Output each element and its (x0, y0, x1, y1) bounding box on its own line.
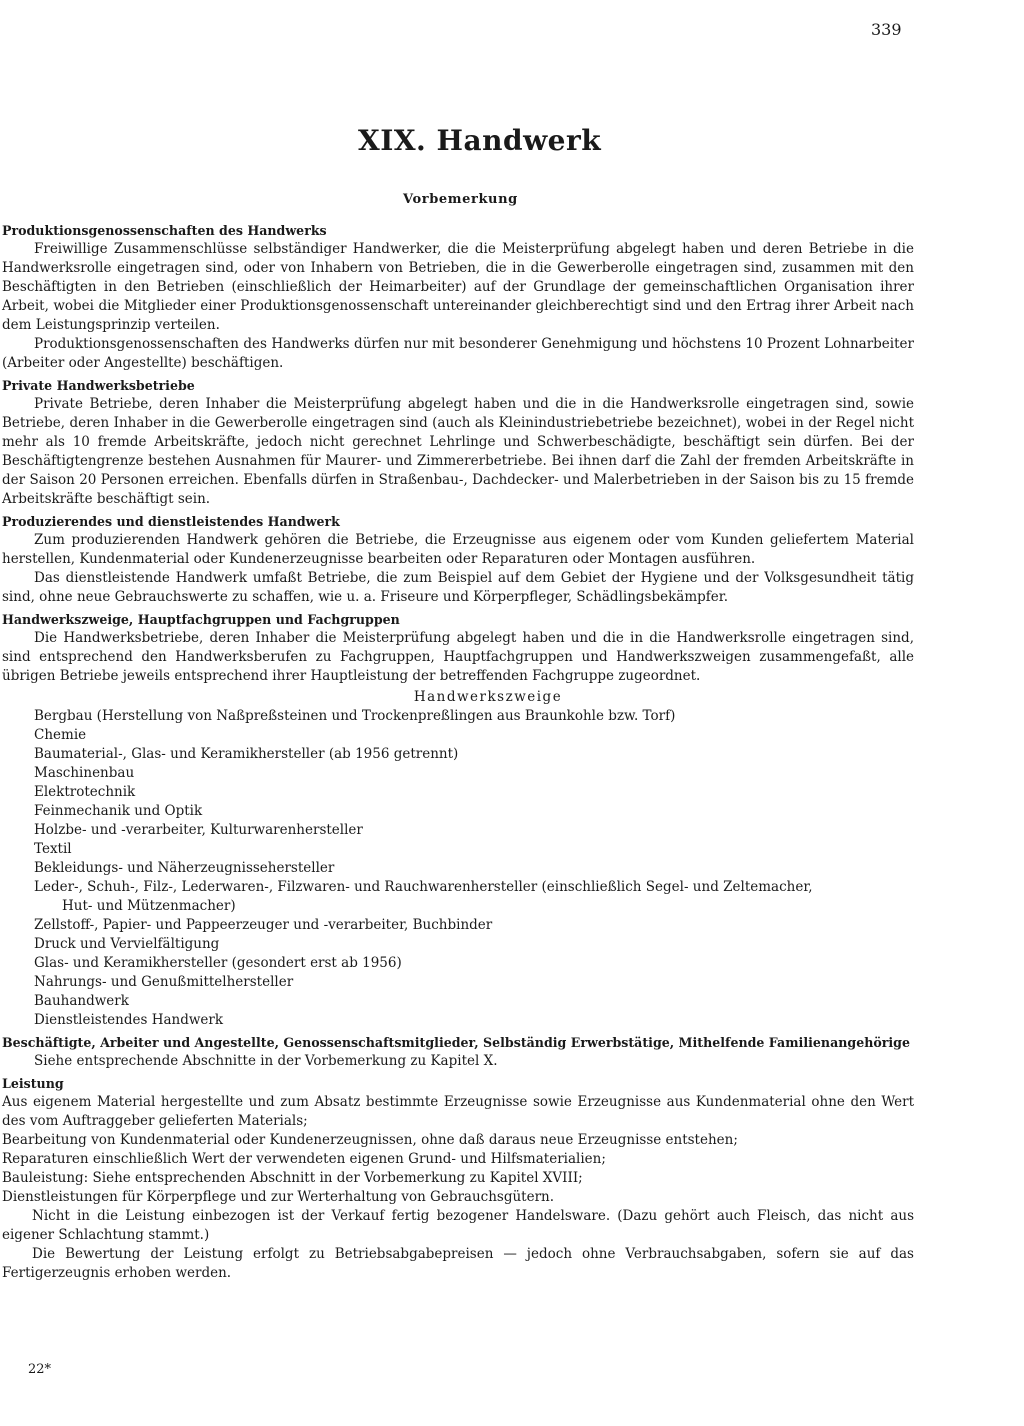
document-body (2, 218, 914, 1283)
list-item: Nahrungs- und Genußmittelhersteller (34, 974, 294, 990)
chapter-title: XIX. Handwerk (358, 124, 602, 157)
paragraph: Dienstleistungen für Körperpflege und zur Werterhaltung von Gebrauchsgütern. (2, 1189, 555, 1205)
continuation-text: Hut- und Mützenmacher) (62, 898, 236, 914)
list-item: Baumaterial-, Glas- und Keramikhersteller (ab 1956 getrennt) (34, 746, 459, 762)
list-item: Holzbe- und -verarbeiter, Kulturwarenhersteller (34, 822, 363, 838)
paragraph: Bauleistung: Siehe entsprechenden Abschnitt in der Vorbemerkung zu Kapitel XVIII; (2, 1170, 583, 1186)
section-production-cooperatives (2, 221, 914, 373)
paragraph: Reparaturen einschließlich Wert der verwendeten eigenen Grund- und Hilfsmaterialien; (2, 1151, 606, 1167)
list-item: Glas- und Keramikhersteller (gesondert erst ab 1956) (34, 955, 402, 971)
list-item: Druck und Vervielfältigung (34, 936, 220, 952)
paragraph: Die Bewertung der Leistung erfolgt zu Betriebsabgabepreisen — jedoch ohne Verbrauchsabgaben, sofern sie auf das Fertigerzeugnis erhoben werden. (2, 1246, 914, 1281)
section-producing-service-crafts (2, 512, 914, 607)
paragraph: Siehe entsprechende Abschnitte in der Vorbemerkung zu Kapitel X. (34, 1053, 498, 1069)
list-item: Textil (34, 841, 72, 857)
list-item: Leder-, Schuh-, Filz-, Lederwaren-, Filzwaren- und Rauchwarenhersteller (einschließlich Segel- und Zeltemacher, (34, 879, 813, 895)
section-private-businesses (2, 376, 914, 509)
paragraph: Bearbeitung von Kundenmaterial oder Kundenerzeugnissen, ohne daß daraus neue Erzeugnisse entstehen; (2, 1132, 738, 1148)
section-heading: Leistung (2, 1076, 64, 1091)
section-heading: Private Handwerksbetriebe (2, 378, 195, 393)
section-heading: Produzierendes und dienstleistendes Handwerk (2, 514, 340, 529)
list-item: Bergbau (Herstellung von Naßpreßsteinen und Trockenpreßlingen aus Braunkohle bzw. Torf) (34, 708, 676, 724)
paragraph: Aus eigenem Material hergestellte und zum Absatz bestimmte Erzeugnisse sowie Erzeugnisse aus Kundenmaterial ohne den Wert des vom Auftraggeber gelieferten Materials; (2, 1094, 914, 1129)
list-item: Maschinenbau (34, 765, 135, 781)
paragraph: Nicht in die Leistung einbezogen ist der Verkauf fertig bezogener Handelsware. (Dazu gehört auch Fleisch, das nicht aus eigener Schlachtung stammt.) (2, 1208, 914, 1243)
section-heading: Produktionsgenossenschaften des Handwerks (2, 223, 327, 238)
paragraph: Die Handwerksbetriebe, deren Inhaber die Meisterprüfung abgelegt haben und die in die Handwerksrolle eingetragen sind, sind entsprechend den Handwerksberufen zu Fachgruppen, Hauptfachgruppen und Handwerkszweigen zusammengefaßt, alle übrigen Betriebe jeweils entsprechend ihrer Hauptleistung der betreffenden Fachgruppe zugeordnet. (2, 630, 914, 684)
paragraph: Zum produzierenden Handwerk gehören die Betriebe, die Erzeugnisse aus eigenem oder vom Kunden geliefertem Material herstellen, Kundenmaterial oder Kundenerzeugnisse bearbeiten oder Reparaturen oder Montagen ausführen. (2, 532, 914, 567)
list-item: Feinmechanik und Optik (34, 803, 203, 819)
list-item: Bekleidungs- und Näherzeugnissehersteller (34, 860, 335, 876)
list-item: Bauhandwerk (34, 993, 129, 1009)
paragraph: Private Betriebe, deren Inhaber die Meisterprüfung abgelegt haben und die in die Handwerksrolle eingetragen sind, sowie Betriebe, deren Inhaber in die Gewerberolle eingetragen sind (auch als Kleinindustriebetriebe bezeichnet), wobei in der Regel nicht mehr als 10 fremde Arbeitskräfte, jedoch nicht gerechnet Lehrlinge und Schwerbeschädigte, beschäftigt sein dürfen. Bei der Beschäftigtengrenze bestehen Ausnahmen für Maurer- und Zimmererbetriebe. Bei ihnen darf die Zahl der fremden Arbeitskräfte in der Saison 20 Personen erreichen. Ebenfalls dürfen in Straßenbau-, Dachdecker- und Malerbetrieben in der Saison bis zu 15 fremde Arbeitskräfte beschäftigt sein. (2, 396, 914, 507)
page-number: 339 (871, 20, 902, 39)
list-item: Dienstleistendes Handwerk (34, 1012, 224, 1028)
section-craft-branches (2, 610, 914, 1030)
branches-list (2, 707, 914, 1030)
section-heading: Handwerkszweige, Hauptfachgruppen und Fachgruppen (2, 612, 400, 627)
section-heading: Beschäftigte, Arbeiter und Angestellte, Genossenschaftsmitglieder, Selbständig Erwerbstätige, Mithelfende Familienangehörige (2, 1035, 910, 1050)
list-item-continuation (34, 897, 914, 916)
list-item: Zellstoff-, Papier- und Pappeerzeuger und -verarbeiter, Buchbinder (34, 917, 493, 933)
list-item: Elektrotechnik (34, 784, 136, 800)
paragraph: Das dienstleistende Handwerk umfaßt Betriebe, die zum Beispiel auf dem Gebiet der Hygiene und der Volksgesundheit tätig sind, ohne neue Gebrauchswerte zu schaffen, wie u. a. Friseure und Körperpfleger, Schädlingsbekämpfer. (2, 570, 914, 605)
section-performance (2, 1074, 914, 1283)
remark-heading: Vorbemerkung (403, 192, 518, 207)
paragraph: Produktionsgenossenschaften des Handwerks dürfen nur mit besonderer Genehmigung und höchstens 10 Prozent Lohnarbeiter (Arbeiter oder Angestellte) beschäftigen. (2, 336, 914, 371)
paragraph: Freiwillige Zusammenschlüsse selbständiger Handwerker, die die Meisterprüfung abgelegt haben und deren Betriebe in die Handwerksrolle eingetragen sind, oder von Inhabern von Betrieben, die in die Gewerberolle eingetragen sind, zusammen mit den Beschäftigten in den Betrieben (einschließlich der Heimarbeiter) auf der Grundlage der gemeinschaftlichen Organisation ihrer Arbeit, wobei die Mitglieder einer Produktionsgenossenschaft untereinander gleichberechtigt sind und den Ertrag ihrer Arbeit nach dem Leistungsprinzip verteilen. (2, 241, 914, 333)
branches-title: Handwerkszweige (413, 689, 563, 705)
list-item: Chemie (34, 727, 87, 743)
section-employees (2, 1033, 914, 1071)
signature-mark: 22* (28, 1362, 52, 1377)
